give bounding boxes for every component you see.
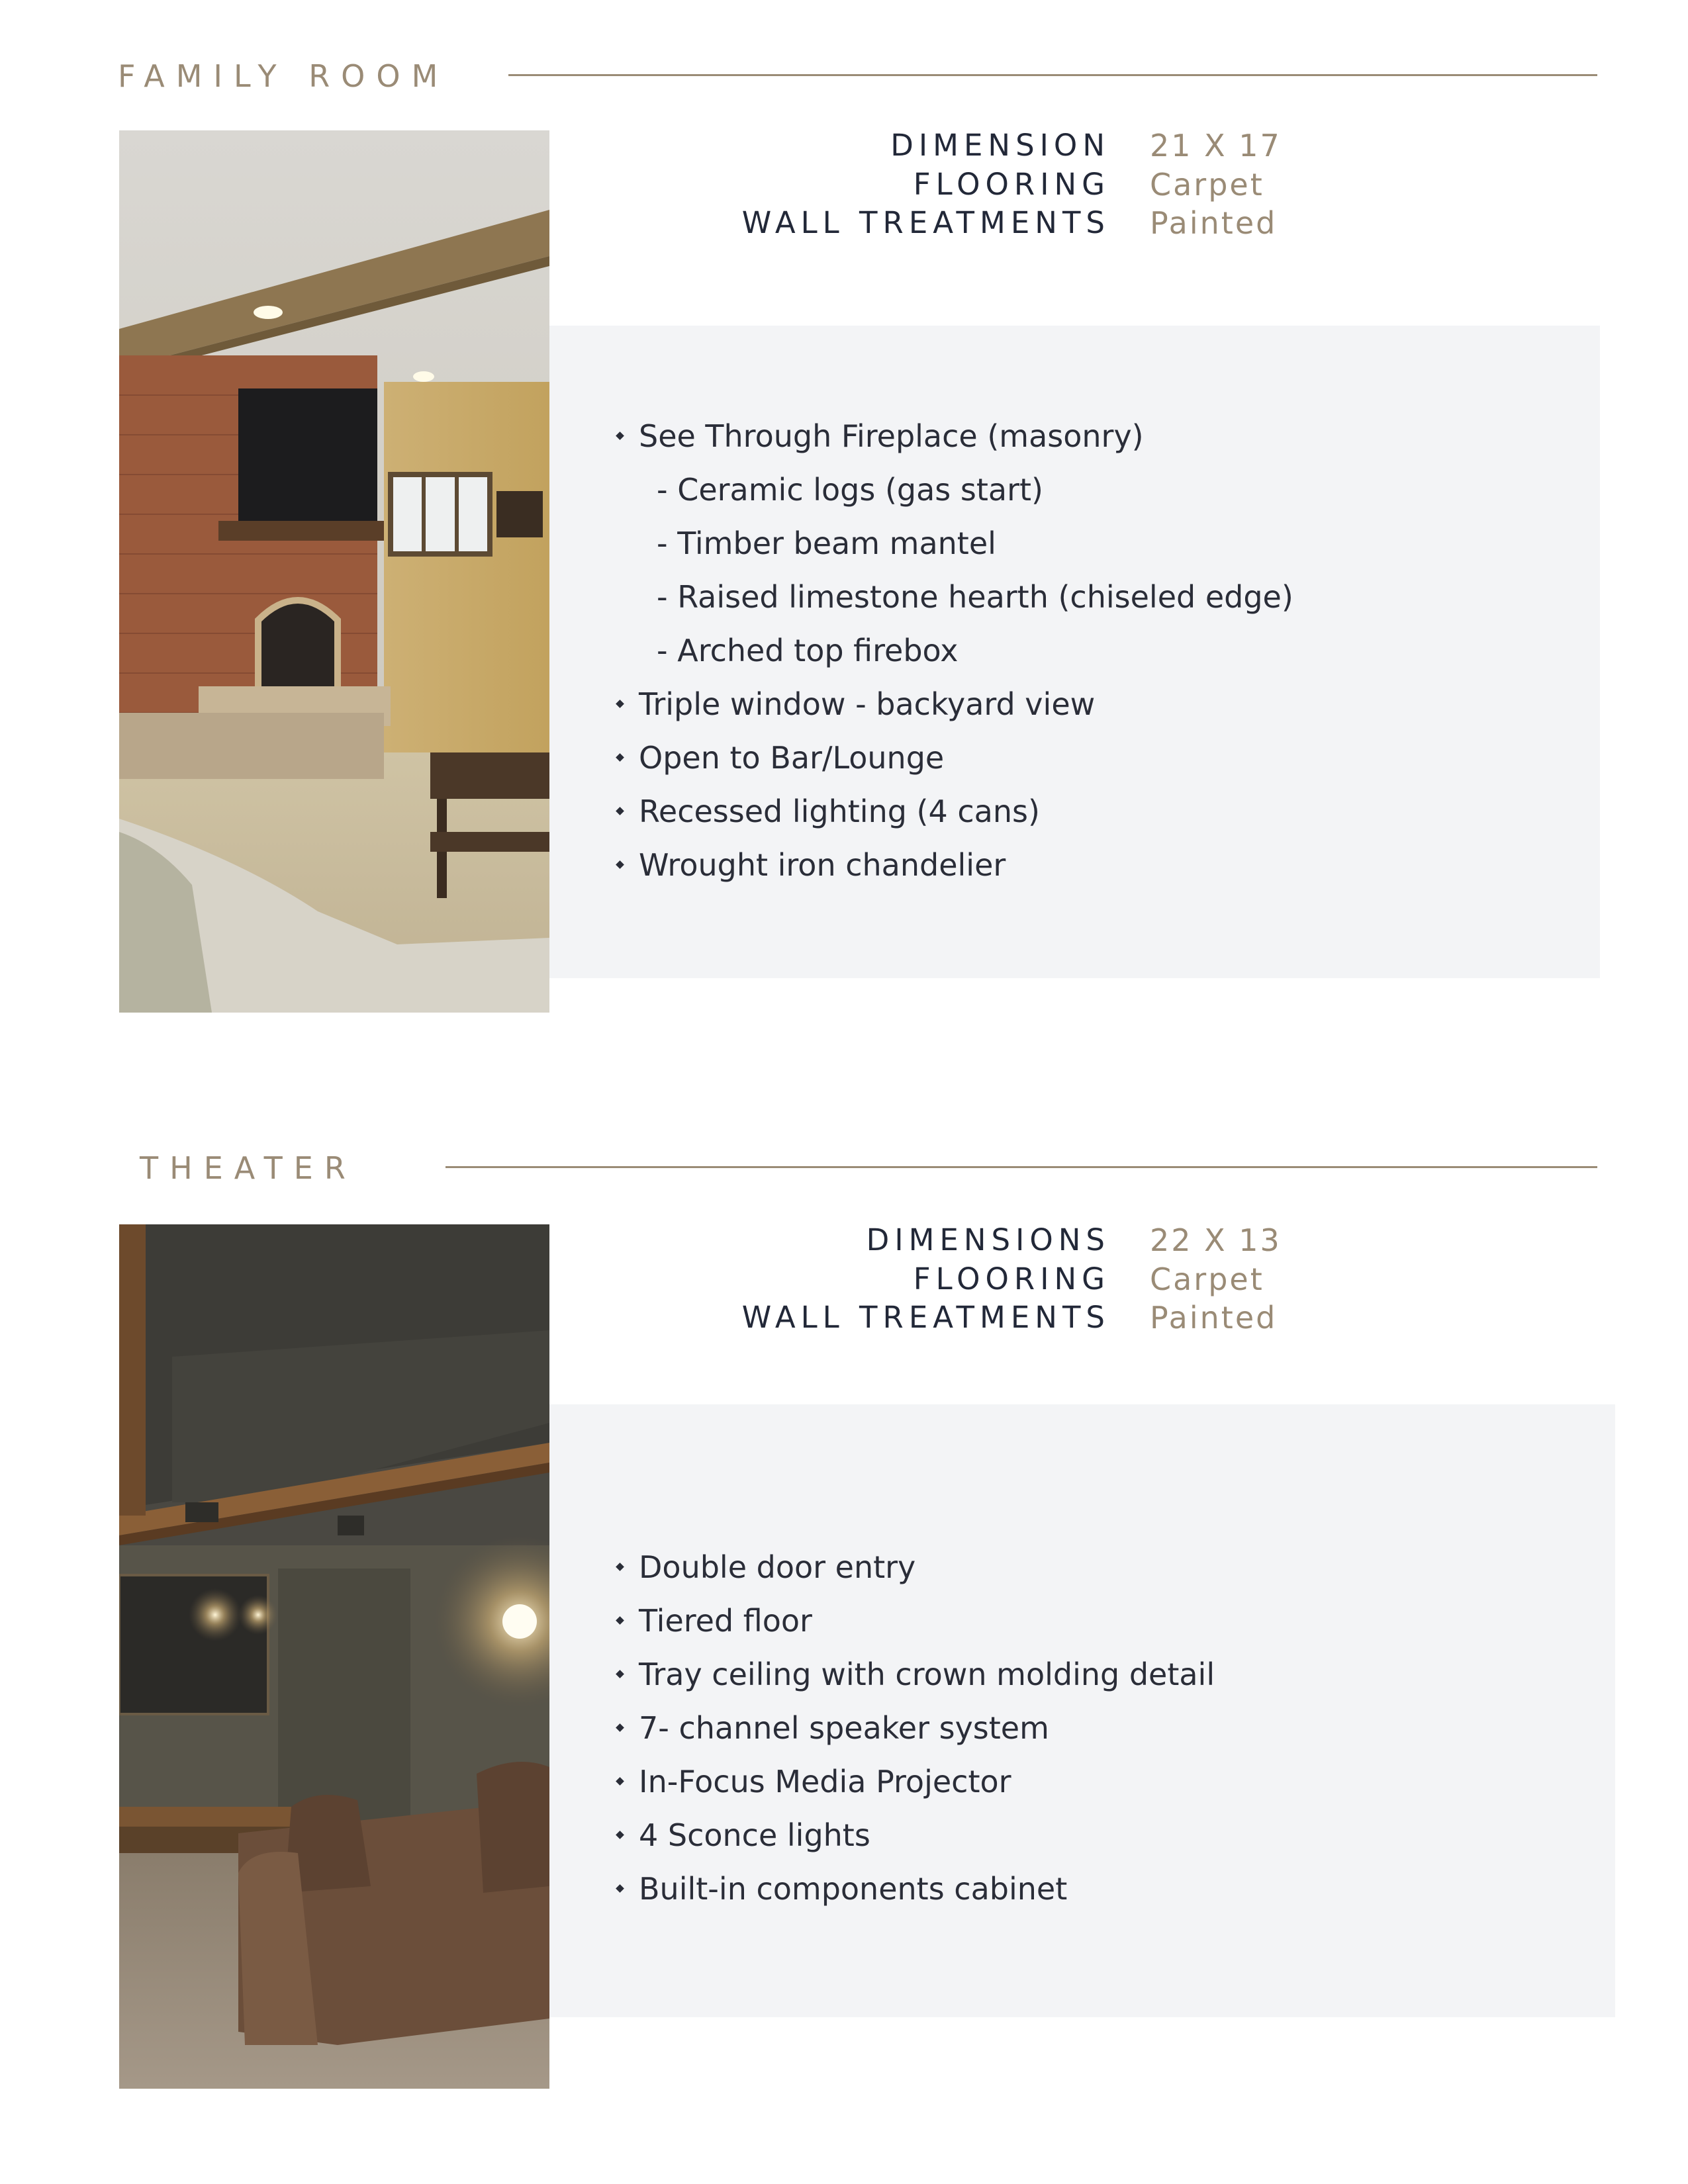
list-item: Double door entry	[639, 1549, 916, 1585]
list-item: Tray ceiling with crown molding detail	[639, 1657, 1215, 1692]
spec-value-flooring: Carpet	[1150, 1261, 1264, 1297]
spec-label-dimension: DIMENSION	[890, 128, 1110, 163]
list-item: Triple window - backyard view	[639, 686, 1096, 722]
spec-label-flooring: FLOORING	[913, 1261, 1110, 1297]
list-item: Open to Bar/Lounge	[639, 740, 945, 776]
theater-title-rule	[445, 1166, 1597, 1168]
spec-value-wall-treatments: Painted	[1150, 205, 1278, 241]
spec-label-dimensions: DIMENSIONS	[866, 1222, 1110, 1257]
family-room-photo	[119, 130, 549, 1013]
spec-value-dimension: 21 X 17	[1150, 128, 1282, 163]
list-item: - Ceramic logs (gas start)	[657, 472, 1043, 508]
list-item: Wrought iron chandelier	[639, 847, 1006, 883]
theater-title: THEATER	[140, 1150, 357, 1186]
spec-label-wall-treatments: WALL TREATMENTS	[741, 205, 1110, 240]
list-item: 7- channel speaker system	[639, 1710, 1049, 1746]
list-item: - Arched top firebox	[657, 633, 959, 668]
list-item: See Through Fireplace (masonry)	[639, 418, 1144, 454]
theater-photo	[119, 1224, 549, 2089]
list-item: Tiered floor	[639, 1603, 812, 1639]
list-item: 4 Sconce lights	[639, 1817, 870, 1853]
list-item: Recessed lighting (4 cans)	[639, 794, 1040, 829]
list-item: In-Focus Media Projector	[639, 1764, 1011, 1799]
spec-label-flooring: FLOORING	[913, 167, 1110, 202]
list-item: Built-in components cabinet	[639, 1871, 1068, 1907]
spec-value-flooring: Carpet	[1150, 167, 1264, 203]
spec-value-dimensions: 22 X 13	[1150, 1222, 1282, 1258]
list-item: - Timber beam mantel	[657, 525, 996, 561]
list-item: - Raised limestone hearth (chiseled edge)	[657, 579, 1293, 615]
spec-value-wall-treatments: Painted	[1150, 1300, 1278, 1336]
family-room-title: FAMILY ROOM	[118, 58, 449, 94]
spec-label-wall-treatments: WALL TREATMENTS	[741, 1300, 1110, 1335]
family-room-title-rule	[508, 74, 1597, 76]
